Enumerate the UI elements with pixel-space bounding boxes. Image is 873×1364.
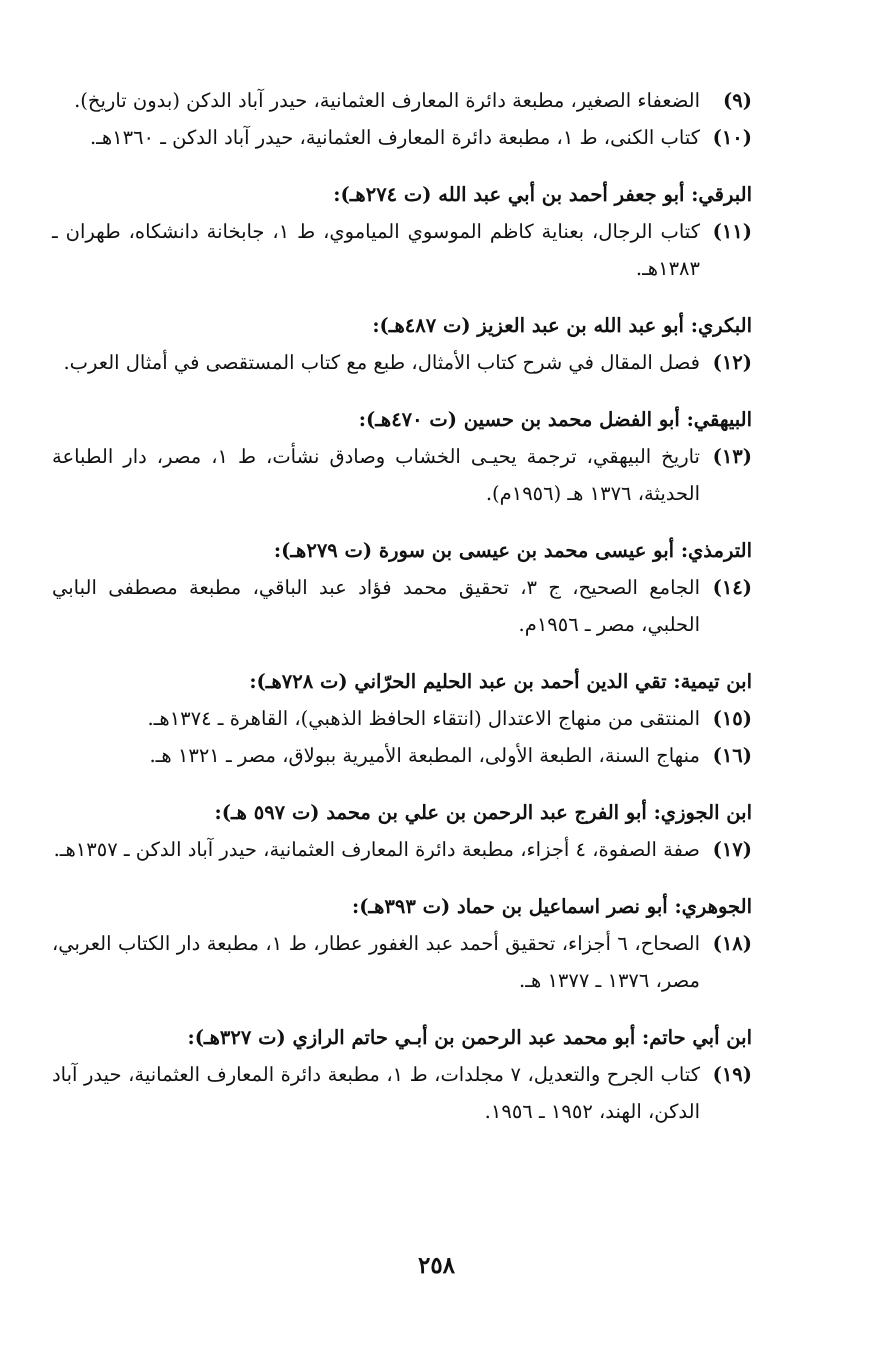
- entry-text: الضعفاء الصغير، مطبعة دائرة المعارف العثمانية، حيدر آباد الدكن (بدون تاريخ).: [74, 89, 700, 112]
- entry-text: المنتقى من منهاج الاعتدال (انتقاء الحافظ الذهبي)، القاهرة ـ ١٣٧٤هـ.: [147, 707, 700, 730]
- author-heading: [52, 176, 752, 213]
- entry-text: الصحاح، ٦ أجزاء، تحقيق أحمد عبد الغفور عطار، ط ١، مطبعة دار الكتاب العربي، مصر، ١٣٧٦ ـ ١٣٧٧ هـ.: [52, 932, 701, 992]
- entry-number: (٩): [723, 89, 752, 112]
- bibliography-entry: [52, 1056, 752, 1130]
- author-name: ابن تيمية:: [673, 670, 752, 693]
- author-heading: [52, 794, 752, 831]
- author-detail: أبو عيسى محمد بن عيسى بن سورة (ت ٢٧٩هـ):: [273, 539, 675, 562]
- entry-number: (١٧): [712, 838, 752, 861]
- entry-number: (١٨): [712, 932, 752, 955]
- bibliography-entry: [52, 737, 752, 774]
- author-heading: [52, 663, 752, 700]
- entry-text: تاريخ البيهقي، ترجمة يحيـى الخشاب وصادق نشأت، ط ١، مصر، دار الطباعة الحديثة، ١٣٧٦ هـ (١٩٥٦م).: [52, 445, 700, 505]
- author-name: الجوهري:: [674, 895, 752, 918]
- entry-number: (١٤): [712, 576, 752, 599]
- bibliography-entry: [52, 119, 752, 156]
- bibliography-section: [52, 307, 752, 381]
- author-detail: أبو الفرج عبد الرحمن بن علي بن محمد (ت ٥٩٧ هـ):: [214, 801, 647, 824]
- bibliography-entry: [52, 344, 752, 381]
- author-detail: تقي الدين أحمد بن عبد الحليم الحرّاني (ت ٧٢٨هـ):: [249, 670, 667, 693]
- bibliography-entry: [52, 438, 752, 512]
- author-detail: أبو جعفر أحمد بن أبي عبد الله (ت ٢٧٤هـ):: [333, 183, 685, 206]
- author-heading: [52, 888, 752, 925]
- entry-number: (١٢): [712, 351, 752, 374]
- entry-text: الجامع الصحيح، ج ٣، تحقيق محمد فؤاد عبد الباقي، مطبعة مصطفى البابي الحلبي، مصر ـ ١٩٥٦م.: [52, 576, 700, 636]
- entry-text: كتاب الجرح والتعديل، ٧ مجلدات، ط ١، مطبعة دائرة المعارف العثمانية، حيدر آباد الدكن، الهند، ١٩٥٢ ـ ١٩٥٦.: [52, 1063, 701, 1123]
- author-heading: [52, 307, 752, 344]
- bibliography-section: [52, 888, 752, 999]
- author-name: البرقي:: [691, 183, 752, 206]
- author-detail: أبو نصر اسماعيل بن حماد (ت ٣٩٣هـ):: [352, 895, 668, 918]
- entry-number: (١١): [712, 220, 752, 243]
- bibliography-page: [52, 82, 752, 1130]
- entry-number: (١٠): [712, 126, 752, 149]
- author-name: ابن الجوزي:: [653, 801, 752, 824]
- bibliography-entry: [52, 925, 752, 999]
- entry-text: كتاب الكنى، ط ١، مطبعة دائرة المعارف العثمانية، حيدر آباد الدكن ـ ١٣٦٠هـ.: [89, 126, 700, 149]
- entry-text: فصل المقال في شرح كتاب الأمثال، طبع مع كتاب المستقصى في أمثال العرب.: [63, 351, 700, 374]
- bibliography-section: [52, 176, 752, 287]
- author-name: ابن أبي حاتم:: [642, 1026, 752, 1049]
- bibliography-section: [52, 82, 752, 156]
- author-detail: أبو محمد عبد الرحمن بن أبـي حاتم الرازي (ت ٣٢٧هـ):: [187, 1026, 636, 1049]
- entry-text: كتاب الرجال، بعناية كاظم الموسوي المياموي، ط ١، جابخانة دانشكاه، طهران ـ ١٣٨٣هـ.: [52, 220, 700, 280]
- bibliography-entry: [52, 700, 752, 737]
- author-name: البيهقي:: [686, 408, 752, 431]
- author-name: الترمذي:: [680, 539, 752, 562]
- bibliography-section: [52, 663, 752, 774]
- entry-number: (١٦): [712, 744, 752, 767]
- author-heading: [52, 1019, 752, 1056]
- bibliography-section: [52, 401, 752, 512]
- author-detail: أبو الفضل محمد بن حسين (ت ٤٧٠هـ):: [358, 408, 680, 431]
- bibliography-entry: [52, 831, 752, 868]
- entry-number: (١٥): [712, 707, 752, 730]
- author-name: البكري:: [690, 314, 752, 337]
- author-heading: [52, 401, 752, 438]
- entry-number: (١٣): [712, 445, 752, 468]
- bibliography-entry: [52, 82, 752, 119]
- entry-text: صفة الصفوة، ٤ أجزاء، مطبعة دائرة المعارف العثمانية، حيدر آباد الدكن ـ ١٣٥٧هـ.: [53, 838, 700, 861]
- entry-text: منهاج السنة، الطبعة الأولى، المطبعة الأميرية ببولاق، مصر ـ ١٣٢١ هـ.: [149, 744, 700, 767]
- bibliography-section: [52, 794, 752, 868]
- bibliography-section: [52, 532, 752, 643]
- page-number: ٢٥٨: [417, 1252, 456, 1279]
- entry-number: (١٩): [712, 1063, 752, 1086]
- author-heading: [52, 532, 752, 569]
- bibliography-section: [52, 1019, 752, 1130]
- bibliography-entry: [52, 569, 752, 643]
- bibliography-entry: [52, 213, 752, 287]
- author-detail: أبو عبد الله بن عبد العزيز (ت ٤٨٧هـ):: [372, 314, 684, 337]
